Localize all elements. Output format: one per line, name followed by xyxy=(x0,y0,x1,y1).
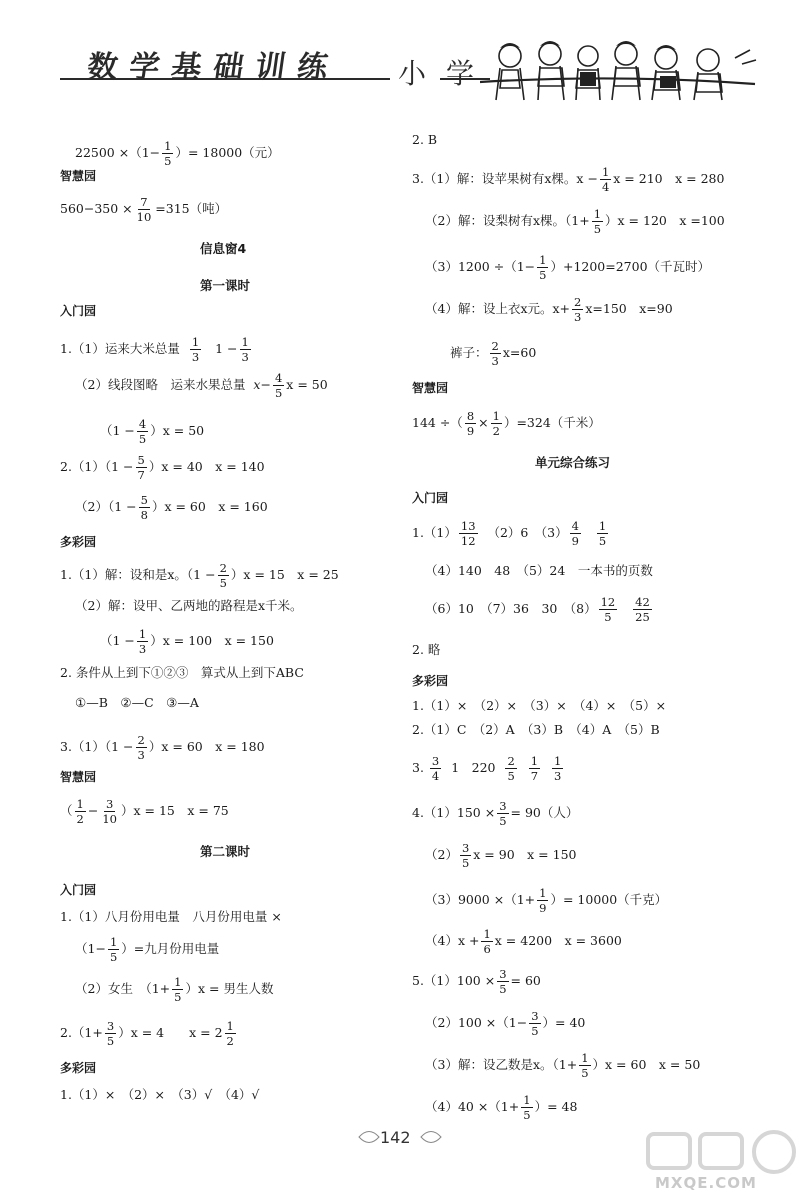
fraction xyxy=(137,628,148,655)
text: − xyxy=(260,377,271,393)
denominator: 9 xyxy=(539,901,547,916)
answer-line xyxy=(75,976,273,1003)
answer-line: 2. 条件从上到下①②③ 算式从上到下ABC xyxy=(60,665,304,680)
section-heading: 多彩园 xyxy=(412,674,449,688)
denominator: 5 xyxy=(138,432,147,447)
text: （1 − xyxy=(100,423,135,439)
answer-line xyxy=(100,418,204,445)
numerator: 1 xyxy=(109,935,118,949)
answer-line xyxy=(425,842,577,869)
answer-line xyxy=(450,340,536,367)
answer-line xyxy=(75,140,280,167)
numerator: 1 xyxy=(226,1019,234,1033)
fraction xyxy=(491,410,502,437)
fraction xyxy=(552,755,563,782)
numerator: 1 xyxy=(164,139,172,153)
denominator: 3 xyxy=(491,354,499,369)
fraction xyxy=(105,1020,116,1047)
answer-line xyxy=(425,1094,577,1121)
fraction xyxy=(135,196,154,223)
denominator: 5 xyxy=(604,610,612,625)
text: = 90（人） xyxy=(510,805,579,821)
text: 22500 ×（1− xyxy=(75,145,161,161)
fraction xyxy=(172,976,183,1003)
fraction xyxy=(481,928,492,955)
text: ）x = 60 x = 50 xyxy=(592,1057,701,1073)
section-heading: 智慧园 xyxy=(412,381,449,395)
fraction xyxy=(136,734,147,761)
text: ）x = 15 x = 25 xyxy=(230,567,339,583)
text: 3. xyxy=(412,760,424,776)
fraction xyxy=(570,520,581,547)
fraction xyxy=(136,454,147,481)
denominator: 3 xyxy=(138,642,147,657)
numerator: 1 xyxy=(523,1093,531,1107)
numerator: 1 xyxy=(554,754,562,768)
fraction xyxy=(599,596,618,623)
text: ）x = 60 x = 180 xyxy=(148,739,265,755)
numerator: 3 xyxy=(499,799,507,813)
numerator: 2 xyxy=(507,754,515,768)
denominator: 5 xyxy=(539,268,547,283)
book-title: 数学基础训练 xyxy=(85,50,342,85)
denominator: 3 xyxy=(574,310,582,325)
lesson-title: 第一课时 xyxy=(200,278,251,293)
watermark-text: MXQE.COM xyxy=(655,1174,757,1192)
numerator: 1 xyxy=(174,975,182,989)
text: 裤子： xyxy=(450,345,488,361)
text: 1.（1） xyxy=(412,525,457,541)
answer-line xyxy=(425,296,673,323)
answer-line: 1.（1）八月份用电量 八月份用电量 × xyxy=(60,909,282,924)
denominator: 10 xyxy=(136,210,152,225)
section-heading: 多彩园 xyxy=(60,1061,97,1075)
text: ）x = 100 x = 150 xyxy=(150,633,274,649)
text: （4）x + xyxy=(425,933,480,949)
text: × xyxy=(478,415,489,431)
fraction xyxy=(218,562,229,589)
denominator: 5 xyxy=(531,1024,539,1039)
denominator: 3 xyxy=(137,748,145,763)
fraction xyxy=(529,755,540,782)
denominator: 7 xyxy=(137,468,145,483)
answer-line xyxy=(60,454,265,481)
numerator: 8 xyxy=(466,409,475,423)
fraction xyxy=(600,166,611,193)
numerator: 1 xyxy=(539,253,547,267)
answer-line xyxy=(425,1010,585,1037)
denominator: 5 xyxy=(499,814,507,829)
answer-line: 2. 略 xyxy=(412,642,441,657)
answer-line: 2.（1）C （2）A （3）B （4）A （5）B xyxy=(412,722,660,737)
denominator: 4 xyxy=(601,180,610,195)
text: ）x = 50 xyxy=(150,423,205,439)
text: 1.（1）运来大米总量 xyxy=(60,341,180,357)
text: （3）9000 ×（1+ xyxy=(425,892,536,908)
numerator: 7 xyxy=(140,195,148,209)
numerator: 4 xyxy=(274,371,283,385)
fraction xyxy=(597,520,608,547)
answer-line xyxy=(425,928,622,955)
answer-line xyxy=(75,494,268,521)
text: ）= 48 xyxy=(534,1099,578,1115)
text: （3）1200 ÷（1− xyxy=(425,259,536,275)
denominator: 5 xyxy=(106,1034,115,1049)
numerator: 3 xyxy=(431,754,440,768)
numerator: 3 xyxy=(106,1019,115,1033)
numerator: 3 xyxy=(531,1009,539,1023)
section-heading: 智慧园 xyxy=(60,770,97,784)
numerator: 4 xyxy=(138,417,147,431)
denominator: 4 xyxy=(431,769,440,784)
fraction xyxy=(75,798,86,825)
text: （4）解：设上衣x元。x+ xyxy=(425,301,571,317)
section-heading: 多彩园 xyxy=(60,535,97,549)
text: 560−350 × xyxy=(60,201,133,217)
fraction xyxy=(505,755,516,782)
denominator: 5 xyxy=(523,1108,531,1123)
section-heading: 入门园 xyxy=(60,883,97,897)
denominator: 8 xyxy=(140,508,148,523)
answer-line xyxy=(425,208,725,235)
fraction xyxy=(633,596,652,623)
text: 3.（1）（1 − xyxy=(60,739,134,755)
answer-line: 1.（1）× （2）× （3）× （4）× （5）× xyxy=(412,698,667,713)
fraction xyxy=(240,336,251,363)
text: ）=九月份用电量 xyxy=(121,941,220,957)
fraction xyxy=(465,410,476,437)
numerator: 1 xyxy=(581,1051,589,1065)
fraction xyxy=(497,800,508,827)
numerator: 2 xyxy=(574,295,582,309)
answer-line: 1.（1）× （2）× （3）√ （4）√ xyxy=(60,1087,260,1102)
fraction xyxy=(430,755,441,782)
denominator: 3 xyxy=(554,769,562,784)
answer-line xyxy=(412,520,610,547)
numerator: 2 xyxy=(137,733,145,747)
variable: x xyxy=(253,377,261,393)
text: （6）10 （7）36 30 （8） xyxy=(425,601,597,617)
text: 144 ÷（ xyxy=(412,415,463,431)
text: 2.（1）（1 − xyxy=(60,459,134,475)
fraction xyxy=(490,340,501,367)
denominator: 5 xyxy=(507,769,515,784)
answer-line: ①—B ②—C ③—A xyxy=(75,695,199,710)
answer-line xyxy=(425,887,667,914)
numerator: 1 xyxy=(241,335,249,349)
text: ）= 10000（千克） xyxy=(550,892,668,908)
lesson-title: 第二课时 xyxy=(200,844,251,859)
numerator: 42 xyxy=(635,595,650,609)
text: （2）线段图略 运来水果总量 xyxy=(75,377,246,393)
children-illustration xyxy=(480,38,760,108)
text: 1.（1）解：设和是x。（1 − xyxy=(60,567,216,583)
text: ）x = 4 x = 2 xyxy=(118,1025,223,1041)
fraction xyxy=(108,936,119,963)
text: （1 − xyxy=(100,633,135,649)
text: ）= 40 xyxy=(542,1015,586,1031)
denominator: 5 xyxy=(593,222,602,237)
text: ）x = 60 x = 160 xyxy=(151,499,268,515)
denominator: 9 xyxy=(466,424,475,439)
denominator: 7 xyxy=(530,769,539,784)
numerator: 1 xyxy=(530,754,539,768)
text: 3.（1）解：设苹果树有x棵。x − xyxy=(412,171,598,187)
fraction xyxy=(100,798,119,825)
answer-line xyxy=(75,372,328,399)
text: 4.（1）150 × xyxy=(412,805,496,821)
numerator: 1 xyxy=(492,409,500,423)
text: 1 220 xyxy=(451,760,496,776)
numerator: 12 xyxy=(600,595,616,609)
denominator: 12 xyxy=(460,534,476,549)
numerator: 1 xyxy=(76,797,84,811)
section-heading: 智慧园 xyxy=(60,169,97,183)
page-number: 142 xyxy=(380,1128,411,1147)
denominator: 25 xyxy=(635,610,650,625)
page-header xyxy=(0,0,807,115)
numerator: 3 xyxy=(105,797,114,811)
text: （ xyxy=(60,803,73,819)
fraction xyxy=(529,1010,540,1037)
text: （2）（1 − xyxy=(75,499,137,515)
text: ）+1200=2700（千瓦时） xyxy=(550,259,711,275)
text: （2）100 ×（1− xyxy=(425,1015,528,1031)
fraction xyxy=(137,418,148,445)
denominator: 3 xyxy=(241,350,249,365)
numerator: 5 xyxy=(140,493,148,507)
numerator: 3 xyxy=(461,841,470,855)
fraction xyxy=(273,372,284,399)
fraction xyxy=(190,336,201,363)
unit-title: 单元综合练习 xyxy=(535,455,611,470)
answer-line xyxy=(60,336,253,363)
numerator: 1 xyxy=(593,207,602,221)
section-heading: 入门园 xyxy=(60,304,97,318)
text: x = 50 xyxy=(286,377,328,393)
text: ）= 18000（元） xyxy=(175,145,280,161)
fraction xyxy=(497,968,508,995)
numerator: 1 xyxy=(483,927,491,941)
text: x = 4200 x = 3600 xyxy=(494,933,622,949)
denominator: 5 xyxy=(581,1066,589,1081)
text: x = 210 x = 280 xyxy=(613,171,725,187)
denominator: 6 xyxy=(483,942,491,957)
answer-line xyxy=(60,798,229,825)
chapter-title: 信息窗4 xyxy=(200,241,247,256)
denominator: 5 xyxy=(499,982,507,997)
text: 2.（1+ xyxy=(60,1025,103,1041)
numerator: 5 xyxy=(137,453,145,467)
denominator: 5 xyxy=(109,950,118,965)
answer-line xyxy=(425,254,710,281)
numerator: 1 xyxy=(598,519,607,533)
fraction xyxy=(139,494,150,521)
text: x=60 xyxy=(502,345,537,361)
fraction xyxy=(459,520,478,547)
fraction xyxy=(537,887,548,914)
numerator: 4 xyxy=(571,519,579,533)
fraction xyxy=(579,1052,590,1079)
denominator: 3 xyxy=(191,350,200,365)
numerator: 2 xyxy=(219,561,227,575)
text: ）x = 15 x = 75 xyxy=(120,803,229,819)
fraction xyxy=(537,254,548,281)
text: x=150 x=90 xyxy=(585,301,673,317)
answer-line xyxy=(425,596,654,623)
text: 5.（1）100 × xyxy=(412,973,496,989)
text: （1− xyxy=(75,941,106,957)
text: （2）女生 （1+ xyxy=(75,981,171,997)
text: （3）解：设乙数是x。（1+ xyxy=(425,1057,578,1073)
numerator: 13 xyxy=(460,519,476,533)
text: =315（吨） xyxy=(155,201,228,217)
answer-line xyxy=(412,755,565,782)
answer-line xyxy=(60,196,227,223)
denominator: 5 xyxy=(174,990,182,1005)
fraction xyxy=(460,842,471,869)
denominator: 2 xyxy=(76,812,84,827)
answer-line xyxy=(60,562,339,589)
denominator: 10 xyxy=(102,812,117,827)
numerator: 1 xyxy=(191,335,200,349)
numerator: 1 xyxy=(601,165,610,179)
denominator: 5 xyxy=(219,576,227,591)
numerator: 1 xyxy=(138,627,147,641)
answer-line xyxy=(412,166,724,193)
text: （2）6 （3） xyxy=(487,525,568,541)
text: ）=324（千米） xyxy=(503,415,601,431)
text: x = 90 x = 150 xyxy=(473,847,577,863)
text: − xyxy=(87,803,99,819)
fraction xyxy=(572,296,583,323)
denominator: 2 xyxy=(492,424,500,439)
text: （2） xyxy=(425,847,458,863)
numerator: 3 xyxy=(499,967,507,981)
text: ）x = 男生人数 xyxy=(185,981,274,997)
text: 1 − xyxy=(215,341,238,357)
denominator: 5 xyxy=(461,856,470,871)
answer-line xyxy=(412,410,601,437)
book-level: 小学 xyxy=(398,57,495,90)
fraction xyxy=(225,1020,236,1047)
section-heading: 入门园 xyxy=(412,491,449,505)
numerator: 2 xyxy=(491,339,499,353)
text: （2）解：设梨树有x棵。（1+ xyxy=(425,213,590,229)
numerator: 1 xyxy=(539,886,547,900)
denominator: 2 xyxy=(226,1034,234,1049)
answer-line xyxy=(60,1020,238,1047)
answer-line: （4）140 48 （5）24 一本书的页数 xyxy=(425,563,653,578)
text: ）x = 120 x =100 xyxy=(605,213,725,229)
answer-line xyxy=(75,936,219,963)
answer-line xyxy=(412,800,578,827)
answer-line: （2）解：设甲、乙两地的路程是x千米。 xyxy=(75,598,303,613)
answer-line xyxy=(412,968,541,995)
text: （4）40 ×（1+ xyxy=(425,1099,520,1115)
answer-line xyxy=(425,1052,700,1079)
fraction xyxy=(162,140,173,167)
answer-line xyxy=(100,628,274,655)
denominator: 5 xyxy=(274,386,283,401)
text: ）x = 40 x = 140 xyxy=(148,459,265,475)
denominator: 9 xyxy=(571,534,579,549)
denominator: 5 xyxy=(164,154,172,169)
text: = 60 xyxy=(510,973,541,989)
answer-line xyxy=(60,734,265,761)
denominator: 5 xyxy=(598,534,607,549)
fraction xyxy=(521,1094,532,1121)
answer-line: 2. B xyxy=(412,132,438,147)
fraction xyxy=(592,208,603,235)
